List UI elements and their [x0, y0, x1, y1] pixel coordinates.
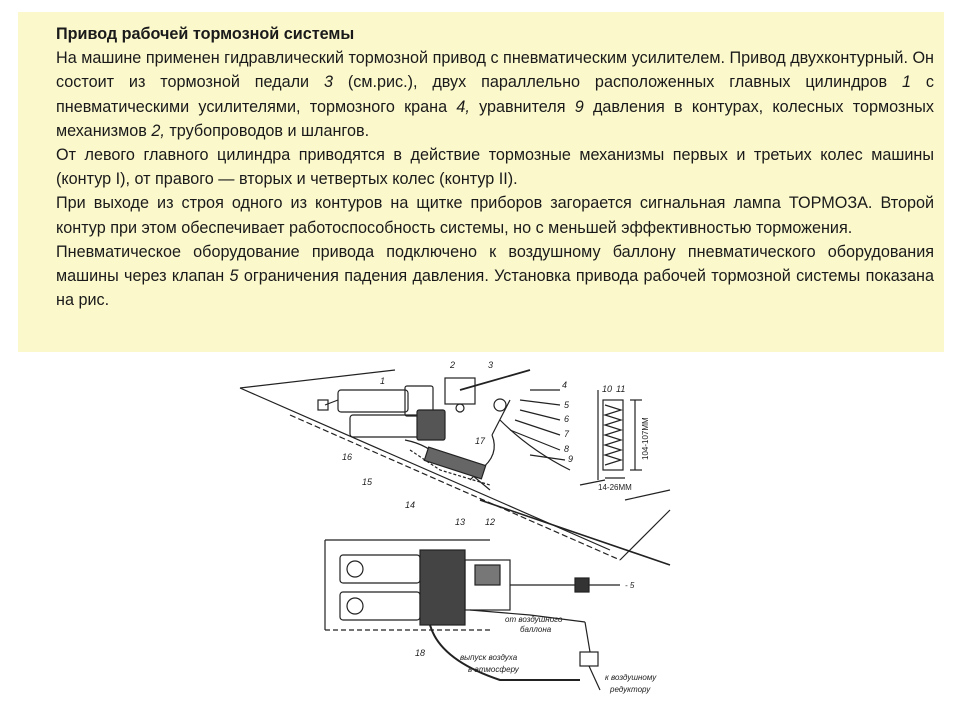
section-title: Привод рабочей тормозной системы [56, 25, 355, 43]
dimension-horizontal: 14-26ММ [598, 483, 632, 492]
paragraph-4 [56, 240, 934, 313]
cylinder-cap-bottom [347, 598, 363, 614]
master-cylinder-bottom [350, 415, 420, 437]
spring [605, 405, 621, 465]
label-to-reducer-2: редуктору [610, 685, 651, 694]
part-reference: 1 [902, 73, 912, 92]
part-reference: 5 [229, 267, 239, 286]
paragraph-3 [56, 191, 934, 239]
pipe-reducer [589, 666, 600, 690]
booster-bottom [417, 410, 445, 440]
paragraph-text: Пневматическое оборудование привода подключено к воздушному баллону пневматического оборудования машины через клапан [56, 242, 934, 286]
lower-valve-core [475, 565, 500, 585]
part-number-5: 5 [564, 400, 570, 410]
text-panel [18, 12, 944, 352]
paragraph-text: На машине применен гидравлический тормозной привод с пневматическим усилителем. Привод двухконтурный. Он состоит из тормозной педали [56, 49, 934, 92]
pivot-small [456, 404, 464, 412]
part-number-1: 1 [380, 376, 386, 386]
paragraph-text: давления в контурах, колесных тормозных механизмов [56, 97, 935, 140]
lower-cylinder-bottom [340, 592, 420, 620]
part-number-15: 15 [362, 477, 373, 487]
pivot [494, 399, 506, 411]
part-number-13: 13 [455, 517, 466, 527]
dimension-vertical: 104-107ММ [641, 417, 650, 460]
rod [325, 400, 338, 405]
part-number-10: 10 [602, 384, 613, 394]
part-number-7: 7 [564, 429, 570, 439]
part-number-4: 4 [562, 380, 568, 390]
plate-edge [620, 510, 670, 560]
part-number-16: 16 [342, 452, 353, 462]
paragraph-text: (см.рис.), двух параллельно расположенных главных цилиндров [332, 73, 903, 92]
part-reference: 9 [574, 97, 584, 116]
fitting-lower [580, 652, 598, 666]
valve-housing [445, 378, 475, 404]
paragraph-text: уравнителя [469, 97, 575, 116]
pedal-stroke [500, 420, 570, 470]
pipe-vertical [585, 622, 590, 652]
part-reference: 3 [323, 73, 333, 92]
label-air-outlet-1: выпуск воздуха [460, 653, 518, 662]
part-number-3: 3 [488, 360, 494, 370]
plate-line [480, 500, 670, 565]
label-to-balloon-1: от воздушного [505, 615, 563, 624]
part-number-6: 6 [564, 414, 570, 424]
label-five: - 5 [625, 581, 635, 590]
part-number-9: 9 [568, 454, 574, 464]
master-cylinder-top [338, 390, 408, 412]
part-number-11: 11 [616, 384, 626, 394]
label-to-balloon-2: баллона [520, 625, 552, 634]
frame-line [240, 370, 395, 388]
leader-5 [520, 400, 560, 405]
label-air-outlet-2: в атмосферу [468, 665, 519, 674]
part-number-17: 17 [475, 436, 486, 446]
connector [575, 578, 589, 592]
leader-6 [520, 410, 560, 420]
paragraph-text: При выходе из строя одного из контуров на щитке приборов загорается сигнальная лампа ТОРМОЗА. Второй контур при этом обеспечивает работоспособность системы, но с меньшей эффективностью торможения. [56, 194, 934, 237]
part-number-12: 12 [485, 517, 496, 527]
brake-drive-diagram [230, 360, 700, 710]
paragraph-text: От левого главного цилиндра приводятся в действие тормозные механизмы первых и третьих колес машины (контур I), от правого — вторых и четвертых колес (контур II). [56, 146, 934, 189]
leader-9 [530, 455, 565, 460]
lower-booster [420, 550, 465, 625]
part-number-8: 8 [564, 444, 570, 454]
paragraph-text: с пневматическими усилителями, тормозного крана [56, 73, 934, 116]
lever [460, 370, 530, 390]
leader-7 [515, 420, 560, 435]
part-reference: 4, [456, 97, 470, 116]
paragraph-1 [56, 46, 934, 143]
part-number-14: 14 [405, 500, 416, 510]
cylinder-cap-top [347, 561, 363, 577]
paragraph-2 [56, 143, 934, 191]
label-to-reducer-1: к воздушному [605, 673, 657, 682]
part-reference: 2, [151, 121, 165, 140]
paragraph-text: ограничения падения давления. Установка привода рабочей тормозной системы показана на рис. [56, 267, 934, 310]
part-number-18: 18 [415, 648, 426, 658]
lower-cylinder-top [340, 555, 420, 583]
floor-line-dashed [290, 415, 620, 560]
part-number-2: 2 [450, 360, 456, 370]
link-rod [492, 400, 510, 435]
paragraph-text: трубопроводов и шлангов. [164, 121, 370, 140]
body-paragraphs [56, 46, 934, 312]
